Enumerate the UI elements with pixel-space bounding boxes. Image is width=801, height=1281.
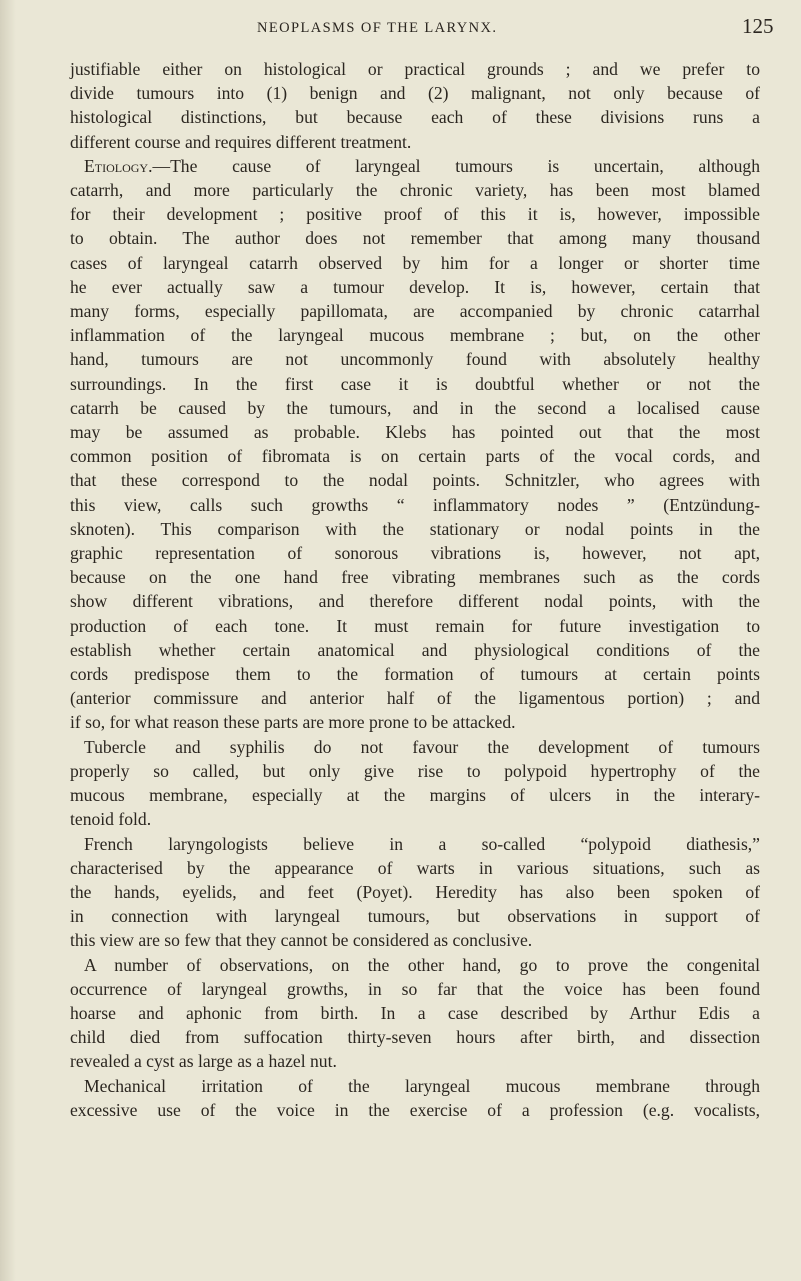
text-line: revealed a cyst as large as a hazel nut. xyxy=(70,1051,337,1072)
text-line: properly so called, but only give rise to polypoid hypertrophy of the xyxy=(70,760,760,781)
text-line: tenoid fold. xyxy=(70,809,152,830)
text-line: catarrh, and more particularly the chronic variety, has been most blamed xyxy=(70,180,760,201)
text-line: this view are so few that they cannot be considered as conclusive. xyxy=(70,930,533,951)
paragraph xyxy=(70,735,760,832)
page-number: 125 xyxy=(742,14,774,38)
paragraph xyxy=(70,57,760,154)
text-line: inflammation of the laryngeal mucous membrane ; but, on the other xyxy=(70,325,760,346)
page-edge-shadow xyxy=(0,0,16,1281)
text-line: excessive use of the voice in the exercise of a profession (e.g. vocalists, xyxy=(70,1099,760,1120)
text-line: common position of fibromata is on certain parts of the vocal cords, and xyxy=(70,446,760,467)
text-line: for their development ; positive proof of this it is, however, impossible xyxy=(70,204,760,225)
text-line: to obtain. The author does not remember that among many thousand xyxy=(70,228,760,249)
text-line: French laryngologists believe in a so-called “polypoid diathesis,” xyxy=(84,833,760,854)
text-line: Tubercle and syphilis do not favour the development of tumours xyxy=(84,736,760,757)
text-line: the hands, eyelids, and feet (Poyet). Heredity has also been spoken of xyxy=(70,881,760,902)
text-line: catarrh be caused by the tumours, and in the second a localised cause xyxy=(70,397,760,418)
text-line: he ever actually saw a tumour develop. It is, however, certain that xyxy=(70,276,760,297)
text-line: show different vibrations, and therefore different nodal points, with the xyxy=(70,591,760,612)
paragraph xyxy=(70,953,760,1074)
text-line: mucous membrane, especially at the margins of ulcers in the interary- xyxy=(70,785,760,806)
page-header xyxy=(0,12,801,42)
text-line: histological distinctions, but because each of these divisions runs a xyxy=(70,107,760,128)
paragraph xyxy=(70,154,760,735)
text-line: cases of laryngeal catarrh observed by him for a longer or shorter time xyxy=(70,252,760,273)
text-line: Mechanical irritation of the laryngeal mucous membrane through xyxy=(84,1075,760,1096)
text-line: hoarse and aphonic from birth. In a case described by Arthur Edis a xyxy=(70,1002,760,1023)
paragraph xyxy=(70,832,760,953)
text-line: child died from suffocation thirty-seven hours after birth, and dissection xyxy=(70,1027,760,1048)
text-line: that these correspond to the nodal points. Schnitzler, who agrees with xyxy=(70,470,760,491)
text-line: in connection with laryngeal tumours, but observations in support of xyxy=(70,906,760,927)
text-line: may be assumed as probable. Klebs has pointed out that the most xyxy=(70,422,760,443)
text-line: (anterior commissure and anterior half of the ligamentous portion) ; and xyxy=(70,688,760,709)
running-head: NEOPLASMS OF THE LARYNX. xyxy=(257,20,498,36)
text-line: divide tumours into (1) benign and (2) malignant, not only because of xyxy=(70,83,760,104)
text-line: justifiable either on histological or practical grounds ; and we prefer to xyxy=(70,59,760,79)
text-line: establish whether certain anatomical and physiological conditions of the xyxy=(70,639,760,660)
text-line: different course and requires different treatment. xyxy=(70,131,412,152)
text-line: graphic representation of sonorous vibrations is, however, not apt, xyxy=(70,543,760,564)
text-line: cords predispose them to the formation of tumours at certain points xyxy=(70,664,760,685)
text-line: if so, for what reason these parts are more prone to be attacked. xyxy=(70,712,516,733)
body-text xyxy=(70,57,760,1122)
text-line: many forms, especially papillomata, are accompanied by chronic catarrhal xyxy=(70,301,760,322)
text-line: characterised by the appearance of warts in various situations, such as xyxy=(70,857,760,878)
text-line: occurrence of laryngeal growths, in so far that the voice has been found xyxy=(70,978,760,999)
text-line: production of each tone. It must remain for future investigation to xyxy=(70,615,760,636)
text-line: because on the one hand free vibrating membranes such as the cords xyxy=(70,567,760,588)
section-lead: Etiology. xyxy=(84,155,153,176)
text-line: surroundings. In the first case it is doubtful whether or not the xyxy=(70,373,760,394)
text-line: this view, calls such growths “ inflammatory nodes ” (Entzündung- xyxy=(70,494,760,515)
text-line: hand, tumours are not uncommonly found with absolutely healthy xyxy=(70,349,760,370)
paragraph xyxy=(70,1074,760,1122)
text-line: sknoten). This comparison with the stationary or nodal points in the xyxy=(70,518,760,539)
text-line: A number of observations, on the other hand, go to prove the congenital xyxy=(84,954,760,975)
text-line: Etiology.—The cause of laryngeal tumours is uncertain, although xyxy=(84,155,760,176)
